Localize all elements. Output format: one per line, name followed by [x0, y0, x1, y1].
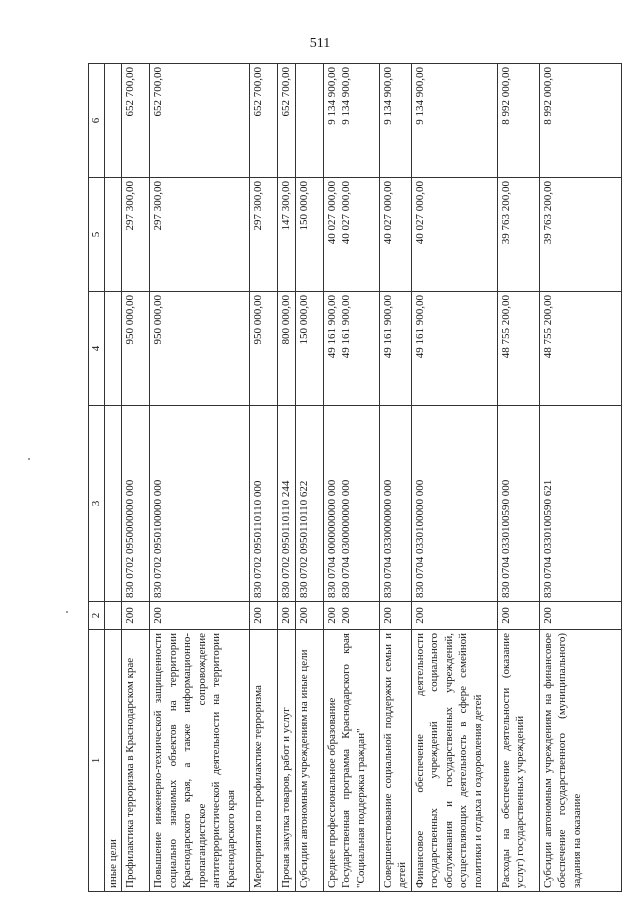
row-name-line: Среднее профессиональное образование — [325, 697, 338, 888]
column-header: 5 — [89, 178, 105, 292]
row-value-4: 150 000,00 — [295, 292, 323, 406]
row-name: Субсидии автономным учреждениям на иные цели — [295, 630, 323, 892]
row-name: Мероприятия по профилактике терроризма — [250, 630, 278, 892]
row-group: 200 — [295, 602, 323, 630]
row-value-4 — [104, 292, 122, 406]
rotated-table-frame — [88, 64, 622, 892]
column-header: 4 — [89, 292, 105, 406]
column-header: 3 — [89, 406, 105, 602]
row-value-6 — [295, 64, 323, 178]
row-value-line: 49 161 900,00 — [340, 295, 353, 359]
row-group: 200 — [278, 602, 296, 630]
row-value-5 — [323, 178, 379, 292]
row-value-5: 147 300,00 — [278, 178, 296, 292]
row-value-6: 8 992 000,00 — [539, 64, 621, 178]
row-code-line: 830 0704 0000000000 000 — [325, 479, 338, 598]
row-name: Профилактика терроризма в Краснодарском крае — [122, 630, 150, 892]
row-group: 200 — [539, 602, 621, 630]
row-group-line: 200 — [340, 607, 353, 624]
row-value-4: 49 161 900,00 — [411, 292, 497, 406]
row-code: 830 0704 0330000000 000 — [379, 406, 411, 602]
row-code — [104, 406, 122, 602]
scan-speck — [66, 611, 68, 613]
row-name: Совершенствование социальной поддержки семьи и детей — [379, 630, 411, 892]
row-value-5 — [104, 178, 122, 292]
row-group: 200 — [411, 602, 497, 630]
row-value-6: 9 134 900,00 — [379, 64, 411, 178]
row-value-4: 950 000,00 — [150, 292, 250, 406]
row-name: Финансовое обеспечение деятельности государственных учреждений социального обслуживания и государственных учреждений, осуществляющих деятельность в сфере семейной политики и отдыха и оздоровления детей — [411, 630, 497, 892]
row-name: Прочая закупка товаров, работ и услуг — [278, 630, 296, 892]
row-group-line: 200 — [325, 607, 338, 624]
column-header: 6 — [89, 64, 105, 178]
row-value-5: 150 000,00 — [295, 178, 323, 292]
row-value-line: 40 027 000,00 — [325, 181, 338, 245]
row-group — [323, 602, 379, 630]
row-name: Повышение инженерно-технической защищенности социально значимых объектов на территории Краснодарского края, а также информационно-пропагандистское сопровождение антитеррористической деятельности на территории Краснодарского края — [150, 630, 250, 892]
row-name: Субсидии автономным учреждениям на финансовое обеспечение государственного (муниципального) задания на оказание — [539, 630, 621, 892]
row-value-6: 652 700,00 — [250, 64, 278, 178]
row-value-4: 49 161 900,00 — [379, 292, 411, 406]
column-header: 2 — [89, 602, 105, 630]
row-value-4: 950 000,00 — [122, 292, 150, 406]
row-group: 200 — [250, 602, 278, 630]
row-group: 200 — [497, 602, 539, 630]
row-name: иные цели — [104, 630, 122, 892]
row-name — [323, 630, 379, 892]
row-code: 830 0704 0330100590 621 — [539, 406, 621, 602]
table-row — [295, 64, 323, 892]
row-group: 200 — [150, 602, 250, 630]
row-group: 200 — [122, 602, 150, 630]
row-value-6 — [104, 64, 122, 178]
column-header: 1 — [89, 630, 105, 892]
row-code: 830 0702 0950110110 244 — [278, 406, 296, 602]
row-value-4: 950 000,00 — [250, 292, 278, 406]
table-row — [150, 64, 250, 892]
table-row — [323, 64, 379, 892]
row-value-line: 9 134 900,00 — [340, 67, 353, 125]
row-value-6: 8 992 000,00 — [497, 64, 539, 178]
table-row — [278, 64, 296, 892]
row-value-5: 297 300,00 — [250, 178, 278, 292]
row-value-6 — [323, 64, 379, 178]
page-number: 511 — [309, 36, 331, 51]
row-code: 830 0702 0950110110 622 — [295, 406, 323, 602]
row-name-line: Государственная программа Краснодарского края "Социальная поддержка граждан" — [340, 633, 367, 888]
row-value-6: 9 134 900,00 — [411, 64, 497, 178]
row-name: Расходы на обеспечение деятельности (оказание услуг) государственных учреждений — [497, 630, 539, 892]
row-value-5: 297 300,00 — [150, 178, 250, 292]
row-value-5: 40 027 000,00 — [411, 178, 497, 292]
row-value-6: 652 700,00 — [122, 64, 150, 178]
row-value-4: 800 000,00 — [278, 292, 296, 406]
row-code: 830 0704 0330100000 000 — [411, 406, 497, 602]
budget-table-wrapper — [88, 64, 622, 892]
row-value-line: 49 161 900,00 — [325, 295, 338, 359]
row-code: 830 0702 0950110110 000 — [250, 406, 278, 602]
table-header-row — [89, 64, 105, 892]
table-row — [122, 64, 150, 892]
row-group — [104, 602, 122, 630]
row-value-5: 40 027 000,00 — [379, 178, 411, 292]
table-row — [539, 64, 621, 892]
table-row — [411, 64, 497, 892]
table-row — [104, 64, 122, 892]
row-code: 830 0704 0330100590 000 — [497, 406, 539, 602]
scan-speck — [28, 458, 30, 460]
row-code — [323, 406, 379, 602]
row-value-6: 652 700,00 — [150, 64, 250, 178]
row-value-5: 39 763 200,00 — [539, 178, 621, 292]
table-row — [379, 64, 411, 892]
budget-table — [88, 63, 622, 892]
row-value-5: 297 300,00 — [122, 178, 150, 292]
table-row — [250, 64, 278, 892]
row-value-5: 39 763 200,00 — [497, 178, 539, 292]
table-row — [497, 64, 539, 892]
row-value-4: 48 755 200,00 — [539, 292, 621, 406]
row-value-line: 40 027 000,00 — [340, 181, 353, 245]
row-group: 200 — [379, 602, 411, 630]
row-code-line: 830 0704 0300000000 000 — [340, 479, 353, 598]
row-value-line: 9 134 900,00 — [325, 67, 338, 125]
row-value-4 — [323, 292, 379, 406]
row-code: 830 0702 0950000000 000 — [122, 406, 150, 602]
row-code: 830 0702 0950100000 000 — [150, 406, 250, 602]
row-value-6: 652 700,00 — [278, 64, 296, 178]
row-value-4: 48 755 200,00 — [497, 292, 539, 406]
